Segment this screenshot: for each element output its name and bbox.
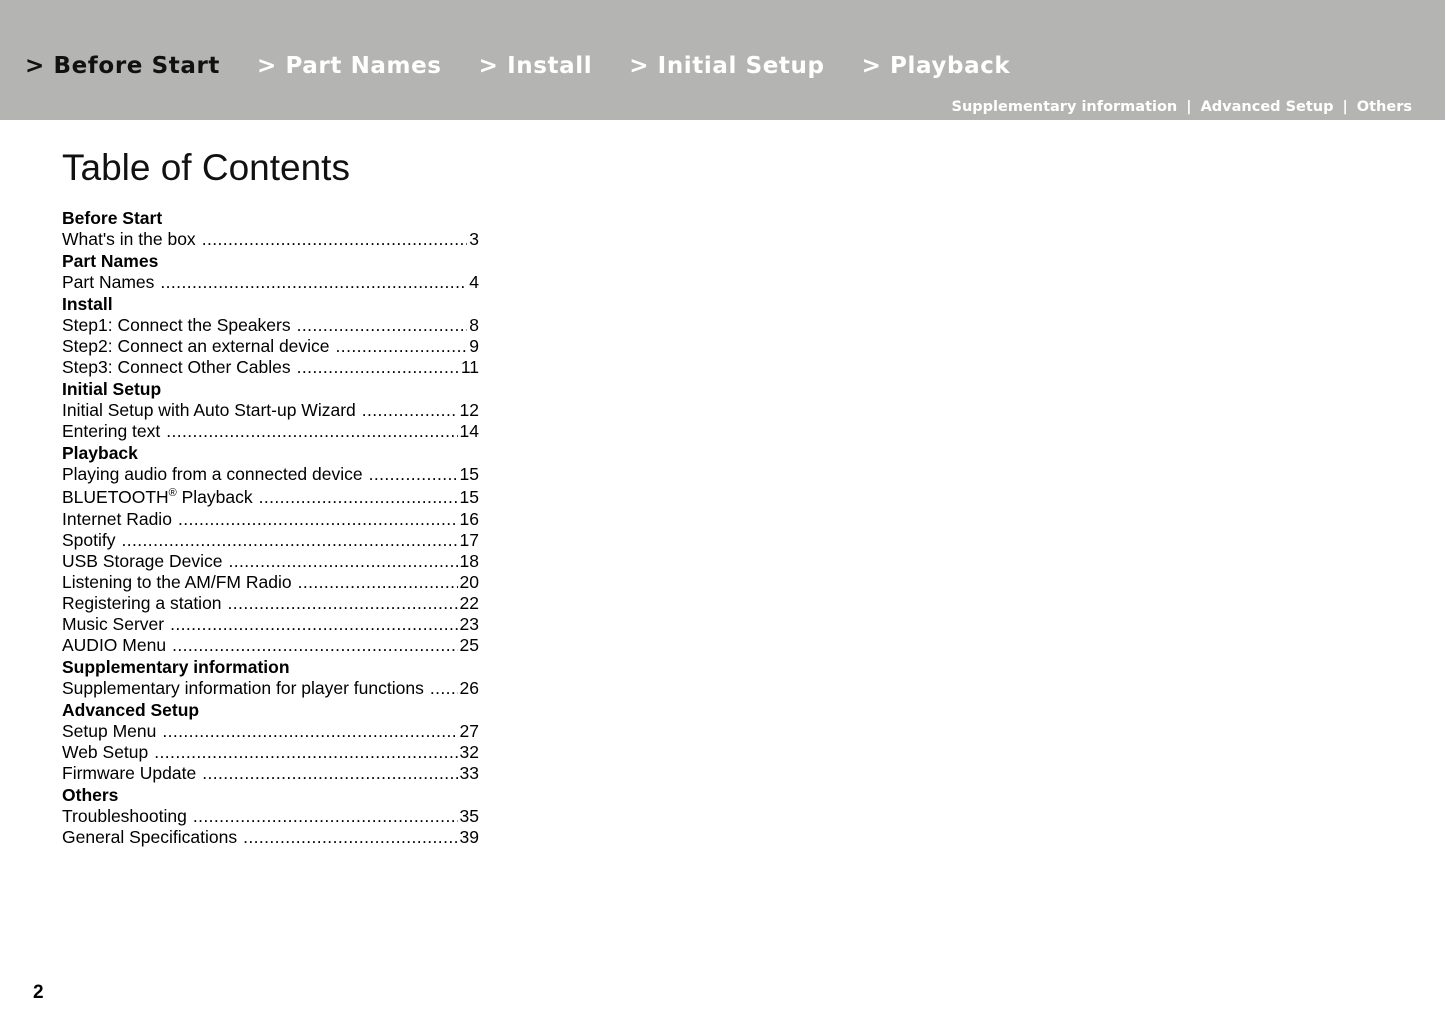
- sub-nav-separator: |: [1186, 99, 1192, 115]
- dot-leader: [172, 635, 457, 656]
- toc-entry-title-text: Playing audio from a connected device: [62, 464, 363, 484]
- toc-entry-title: [62, 806, 193, 827]
- toc-entry[interactable]: [62, 400, 479, 421]
- toc-page-number: 3: [469, 229, 479, 249]
- toc-section-heading: Before Start: [62, 208, 163, 228]
- toc-entry[interactable]: [62, 742, 479, 763]
- toc-section-heading: Advanced Setup: [62, 700, 200, 720]
- toc-page-number: 26: [459, 678, 479, 698]
- toc-entry-title: [62, 572, 298, 593]
- toc-entry-title: [62, 315, 297, 336]
- toc-page-number: 20: [459, 572, 479, 592]
- dot-leader: [336, 336, 468, 357]
- toc-entry-title-text: AUDIO Menu: [62, 635, 167, 655]
- dot-leader: [298, 572, 458, 593]
- toc-entry-title: [62, 336, 336, 357]
- toc-page-number: 18: [459, 551, 479, 571]
- tab-initial-setup[interactable]: > Initial Setup: [629, 53, 825, 79]
- toc-entry-title: [62, 421, 166, 442]
- dot-leader: [369, 464, 458, 485]
- toc-entry-title-text: BLUETOOTH: [62, 487, 169, 507]
- dot-leader: [259, 485, 458, 509]
- toc-entry-title: [62, 400, 362, 421]
- toc-entry-title-text: Registering a station: [62, 593, 222, 613]
- dot-leader: [178, 509, 458, 530]
- dot-leader: [154, 742, 457, 763]
- toc-page-number: 17: [459, 530, 479, 550]
- toc-entry-title-text: Troubleshooting: [62, 806, 187, 826]
- sub-nav-separator: |: [1342, 99, 1348, 115]
- dot-leader: [202, 229, 468, 250]
- toc-entry[interactable]: [62, 593, 479, 614]
- dot-leader: [162, 721, 457, 742]
- toc-page-number: 15: [459, 464, 479, 484]
- toc-section-heading: Playback: [62, 443, 138, 463]
- toc-page-number: 14: [459, 421, 479, 441]
- toc-entry-title: [62, 742, 154, 763]
- toc-page-number: 35: [459, 806, 479, 826]
- toc-entry[interactable]: [62, 635, 479, 656]
- dot-leader: [243, 827, 457, 848]
- dot-leader: [362, 400, 458, 421]
- toc-entry[interactable]: [62, 763, 479, 784]
- sub-link-advanced-setup[interactable]: Advanced Setup: [1200, 99, 1334, 115]
- registered-trademark-mark: ®: [168, 487, 177, 499]
- toc-entry-title-text: What's in the box: [62, 229, 196, 249]
- toc-entry[interactable]: [62, 509, 479, 530]
- tab-playback[interactable]: > Playback: [861, 53, 1011, 79]
- toc-page-number: 9: [469, 336, 479, 356]
- toc-page-number: 33: [459, 763, 479, 783]
- sub-link-supplementary-information[interactable]: Supplementary information: [951, 99, 1178, 115]
- toc-page-number: 22: [459, 593, 479, 613]
- toc-entry[interactable]: [62, 827, 479, 848]
- toc-entry-title: [62, 272, 160, 293]
- toc-section-heading: Initial Setup: [62, 379, 162, 399]
- toc-entry-title-text: Supplementary information for player functions: [62, 678, 424, 698]
- dot-leader: [229, 551, 458, 572]
- toc-entry[interactable]: [62, 806, 479, 827]
- toc-entry-title-text: Web Setup: [62, 742, 149, 762]
- page-title: Table of Contents: [62, 147, 350, 188]
- toc-entry[interactable]: [62, 721, 479, 742]
- toc-entry[interactable]: [62, 485, 479, 509]
- toc-entry[interactable]: [62, 421, 479, 442]
- tab-part-names[interactable]: > Part Names: [256, 53, 442, 79]
- toc-entry-title-text: Step2: Connect an external device: [62, 336, 330, 356]
- page-number: 2: [33, 982, 44, 1003]
- table-of-contents: [62, 207, 479, 848]
- toc-entry-title-text: General Specifications: [62, 827, 238, 847]
- toc-entry-title: [62, 593, 228, 614]
- toc-entry[interactable]: [62, 464, 479, 485]
- toc-entry-title: [62, 721, 162, 742]
- dot-leader: [160, 272, 467, 293]
- toc-entry-title-text: Part Names: [62, 272, 155, 292]
- toc-entry-title-text: Internet Radio: [62, 509, 172, 529]
- toc-page-number: 15: [459, 487, 479, 507]
- sub-link-others[interactable]: Others: [1356, 99, 1412, 115]
- toc-entry[interactable]: [62, 336, 479, 357]
- toc-entry-title: [62, 357, 297, 378]
- dot-leader: [297, 315, 468, 336]
- toc-entry-title: [62, 551, 229, 572]
- main-nav: [25, 46, 1047, 86]
- dot-leader: [297, 357, 459, 378]
- toc-entry[interactable]: [62, 678, 479, 699]
- dot-leader: [170, 614, 457, 635]
- toc-section-heading: Part Names: [62, 251, 159, 271]
- toc-entry-title-text: Firmware Update: [62, 763, 197, 783]
- toc-entry-title: [62, 763, 202, 784]
- toc-entry-title: [62, 827, 243, 848]
- tab-install[interactable]: > Install: [478, 53, 593, 79]
- toc-page-number: 25: [459, 635, 479, 655]
- toc-page-number: 4: [469, 272, 479, 292]
- toc-entry-title-text: Step3: Connect Other Cables: [62, 357, 291, 377]
- toc-entry-title: [62, 509, 178, 530]
- toc-page-number: 23: [459, 614, 479, 634]
- toc-entry[interactable]: [62, 551, 479, 572]
- toc-entry-title-text: Step1: Connect the Speakers: [62, 315, 291, 335]
- toc-page-number: 16: [459, 509, 479, 529]
- toc-entry[interactable]: [62, 530, 479, 551]
- toc-entry-title: [62, 530, 122, 551]
- toc-section-heading: Install: [62, 294, 113, 314]
- toc-entry[interactable]: [62, 614, 479, 635]
- toc-entry[interactable]: [62, 272, 479, 293]
- toc-page-number: 39: [459, 827, 479, 847]
- toc-entry-title-text: Listening to the AM/FM Radio: [62, 572, 292, 592]
- toc-entry[interactable]: [62, 357, 479, 378]
- toc-page-number: 27: [459, 721, 479, 741]
- toc-entry-title-text: Music Server: [62, 614, 165, 634]
- toc-entry-title: [62, 485, 259, 509]
- toc-entry-title: [62, 678, 430, 699]
- toc-entry-title-text: Initial Setup with Auto Start-up Wizard: [62, 400, 356, 420]
- dot-leader: [122, 530, 458, 551]
- toc-entry-title: [62, 229, 202, 250]
- toc-entry[interactable]: [62, 229, 479, 250]
- toc-entry-title: [62, 614, 170, 635]
- toc-entry-title: [62, 635, 172, 656]
- toc-entry-title-suffix: Playback: [176, 487, 253, 507]
- toc-entry[interactable]: [62, 315, 479, 336]
- toc-page-number: 8: [469, 315, 479, 335]
- tab-before-start[interactable]: > Before Start: [25, 53, 220, 79]
- toc-page-number: 32: [459, 742, 479, 762]
- dot-leader: [193, 806, 458, 827]
- header-bar: [0, 0, 1445, 120]
- toc-entry[interactable]: [62, 572, 479, 593]
- dot-leader: [202, 763, 457, 784]
- toc-entry-title-text: Entering text: [62, 421, 161, 441]
- toc-entry-title-text: Setup Menu: [62, 721, 157, 741]
- dot-leader: [228, 593, 458, 614]
- toc-page-number: 12: [459, 400, 479, 420]
- toc-entry-title: [62, 464, 369, 485]
- toc-entry-title-text: Spotify: [62, 530, 116, 550]
- toc-section-heading: Supplementary information: [62, 657, 290, 677]
- toc-page-number: 11: [460, 357, 479, 377]
- sub-nav: [952, 97, 1413, 117]
- toc-section-heading: Others: [62, 785, 119, 805]
- toc-entry-title-text: USB Storage Device: [62, 551, 223, 571]
- dot-leader: [166, 421, 457, 442]
- dot-leader: [430, 678, 458, 699]
